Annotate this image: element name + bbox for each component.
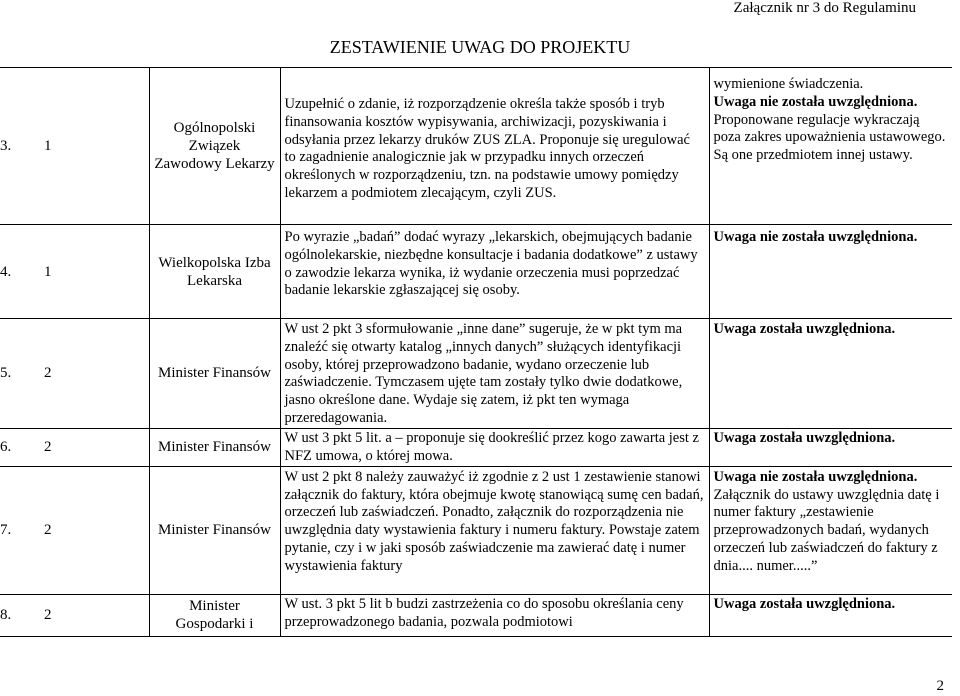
table-row: [0, 428, 952, 466]
response-status: Uwaga została uwzględniona.: [713, 595, 896, 612]
organization: Minister Finansów: [149, 428, 280, 466]
comment-text: Uzupełnić o zdanie, iż rozporządzenie określa także sposób i tryb finansowania kosztów wypisywania, archiwizacji, pozyskiwania i odsyłania przez lekarzy druków ZUS ZLA. Proponuje się uregulować to zagadnienie analogicznie jak w przypadku innych orzeczeń określonych w rozporządzeniu, tzn. na podstawie umowy pomiędzy lekarzem a podmiotem zlecającym, czyli ZUS.: [280, 68, 709, 225]
row-clause: 1: [44, 263, 52, 280]
response-status: Uwaga została uwzględniona.: [713, 429, 896, 446]
organization: Ogólnopolski Związek Zawodowy Lekarzy: [149, 68, 280, 225]
response-explanation: Proponowane regulacje wykraczają poza zakres upoważnienia ustawowego. Są one przedmiotem innej ustawy.: [713, 111, 946, 164]
response-status: Uwaga nie została uwzględniona.: [713, 468, 918, 485]
row-number-cell: [0, 68, 149, 225]
row-clause: 1: [44, 138, 52, 154]
organization: Wielkopolska Izba Lekarska: [149, 225, 280, 319]
response-status: Uwaga nie została uwzględniona.: [713, 93, 918, 110]
table-row: [0, 225, 952, 319]
comment-text: W ust. 3 pkt 5 lit b budzi zastrzeżenia co do sposobu określania ceny przeprowadzonego badania, pozwala podmiotowi: [280, 594, 709, 636]
attachment-label: Załącznik nr 3 do Regulaminu: [733, 0, 916, 16]
row-clause: 2: [44, 365, 52, 382]
comment-text: Po wyrazie „badań” dodać wyrazy „lekarskich, obejmujących badanie ogólnolekarskie, niezbędne konsultacje i badania dodatkowe” z ustawy o zawodzie lekarza wynika, iż wydanie orzeczenia musi poprzedzać badanie lekarskie zgłaszającej się osoby.: [280, 225, 709, 319]
table-row: [0, 594, 952, 636]
row-number: 6.: [0, 439, 12, 456]
comment-text: W ust 3 pkt 5 lit. a – proponuje się dookreślić przez kogo zawarta jest z NFZ umowa, o której mowa.: [280, 428, 709, 466]
response-cell: [709, 594, 952, 636]
comment-text: W ust 2 pkt 8 należy zauważyć iż zgodnie z 2 ust 1 zestawienie stanowi załącznik do faktury, która obejmuje kwotę stanowiącą sumę cen badań, orzeczeń lub zaświadczeń. Ponadto, załącznik do rozporządzenia nie uwzględnia daty wystawienia faktury i numeru faktury. Powstaje zatem pytanie, czy i w jaki sposób zaświadczenie ma zawierać datę i numer wystawienia faktury: [280, 466, 709, 594]
table-row: [0, 319, 952, 429]
row-number: 5.: [0, 365, 12, 382]
response-cell: [709, 319, 952, 429]
page-title: ZESTAWIENIE UWAG DO PROJEKTU: [329, 37, 631, 57]
row-number-cell: [0, 225, 149, 319]
row-number-cell: [0, 319, 149, 429]
organization: Minister Finansów: [149, 466, 280, 594]
response-cell: [709, 68, 952, 225]
row-clause: 2: [44, 522, 52, 539]
row-number: 4.: [0, 263, 12, 280]
row-clause: 2: [44, 607, 52, 624]
row-number-cell: [0, 466, 149, 594]
row-clause: 2: [44, 439, 52, 456]
organization: Minister Gospodarki i: [149, 594, 280, 636]
row-number-cell: [0, 428, 149, 466]
response-cell: [709, 428, 952, 466]
row-number: 7.: [0, 522, 12, 539]
response-status: Uwaga została uwzględniona.: [713, 321, 896, 337]
page-number: 2: [936, 678, 944, 694]
response-cell: [709, 225, 952, 319]
response-cell: [709, 466, 952, 594]
response-explanation: Załącznik do ustawy uwzględnia datę i numer faktury „zestawienie przeprowadzonych badań, wydanych orzeczeń lub zaświadczeń do faktury z dnia.... numer.....”: [713, 486, 940, 574]
organization: Minister Finansów: [149, 319, 280, 429]
comments-table: [0, 67, 952, 637]
table-row: [0, 466, 952, 594]
response-status: Uwaga nie została uwzględniona.: [713, 229, 918, 245]
row-number-cell: [0, 594, 149, 636]
response-continuation: wymienione świadczenia.: [713, 76, 864, 92]
comment-text: W ust 2 pkt 3 sformułowanie „inne dane” sugeruje, że w pkt tym ma znaleźć się otwarty katalog „innych danych” służących identyfikacji osoby, której przeprowadzono badanie, wydano orzeczenie lub zaświadczenie. Tymczasem ujęte tam zostały tylko dwie dodatkowe, jasno określone dane. Wydaje się zatem, iż pkt ten wymaga przeredagowania.: [280, 319, 709, 429]
row-number: 3.: [0, 138, 12, 154]
table-row: [0, 68, 952, 225]
row-number: 8.: [0, 607, 12, 624]
